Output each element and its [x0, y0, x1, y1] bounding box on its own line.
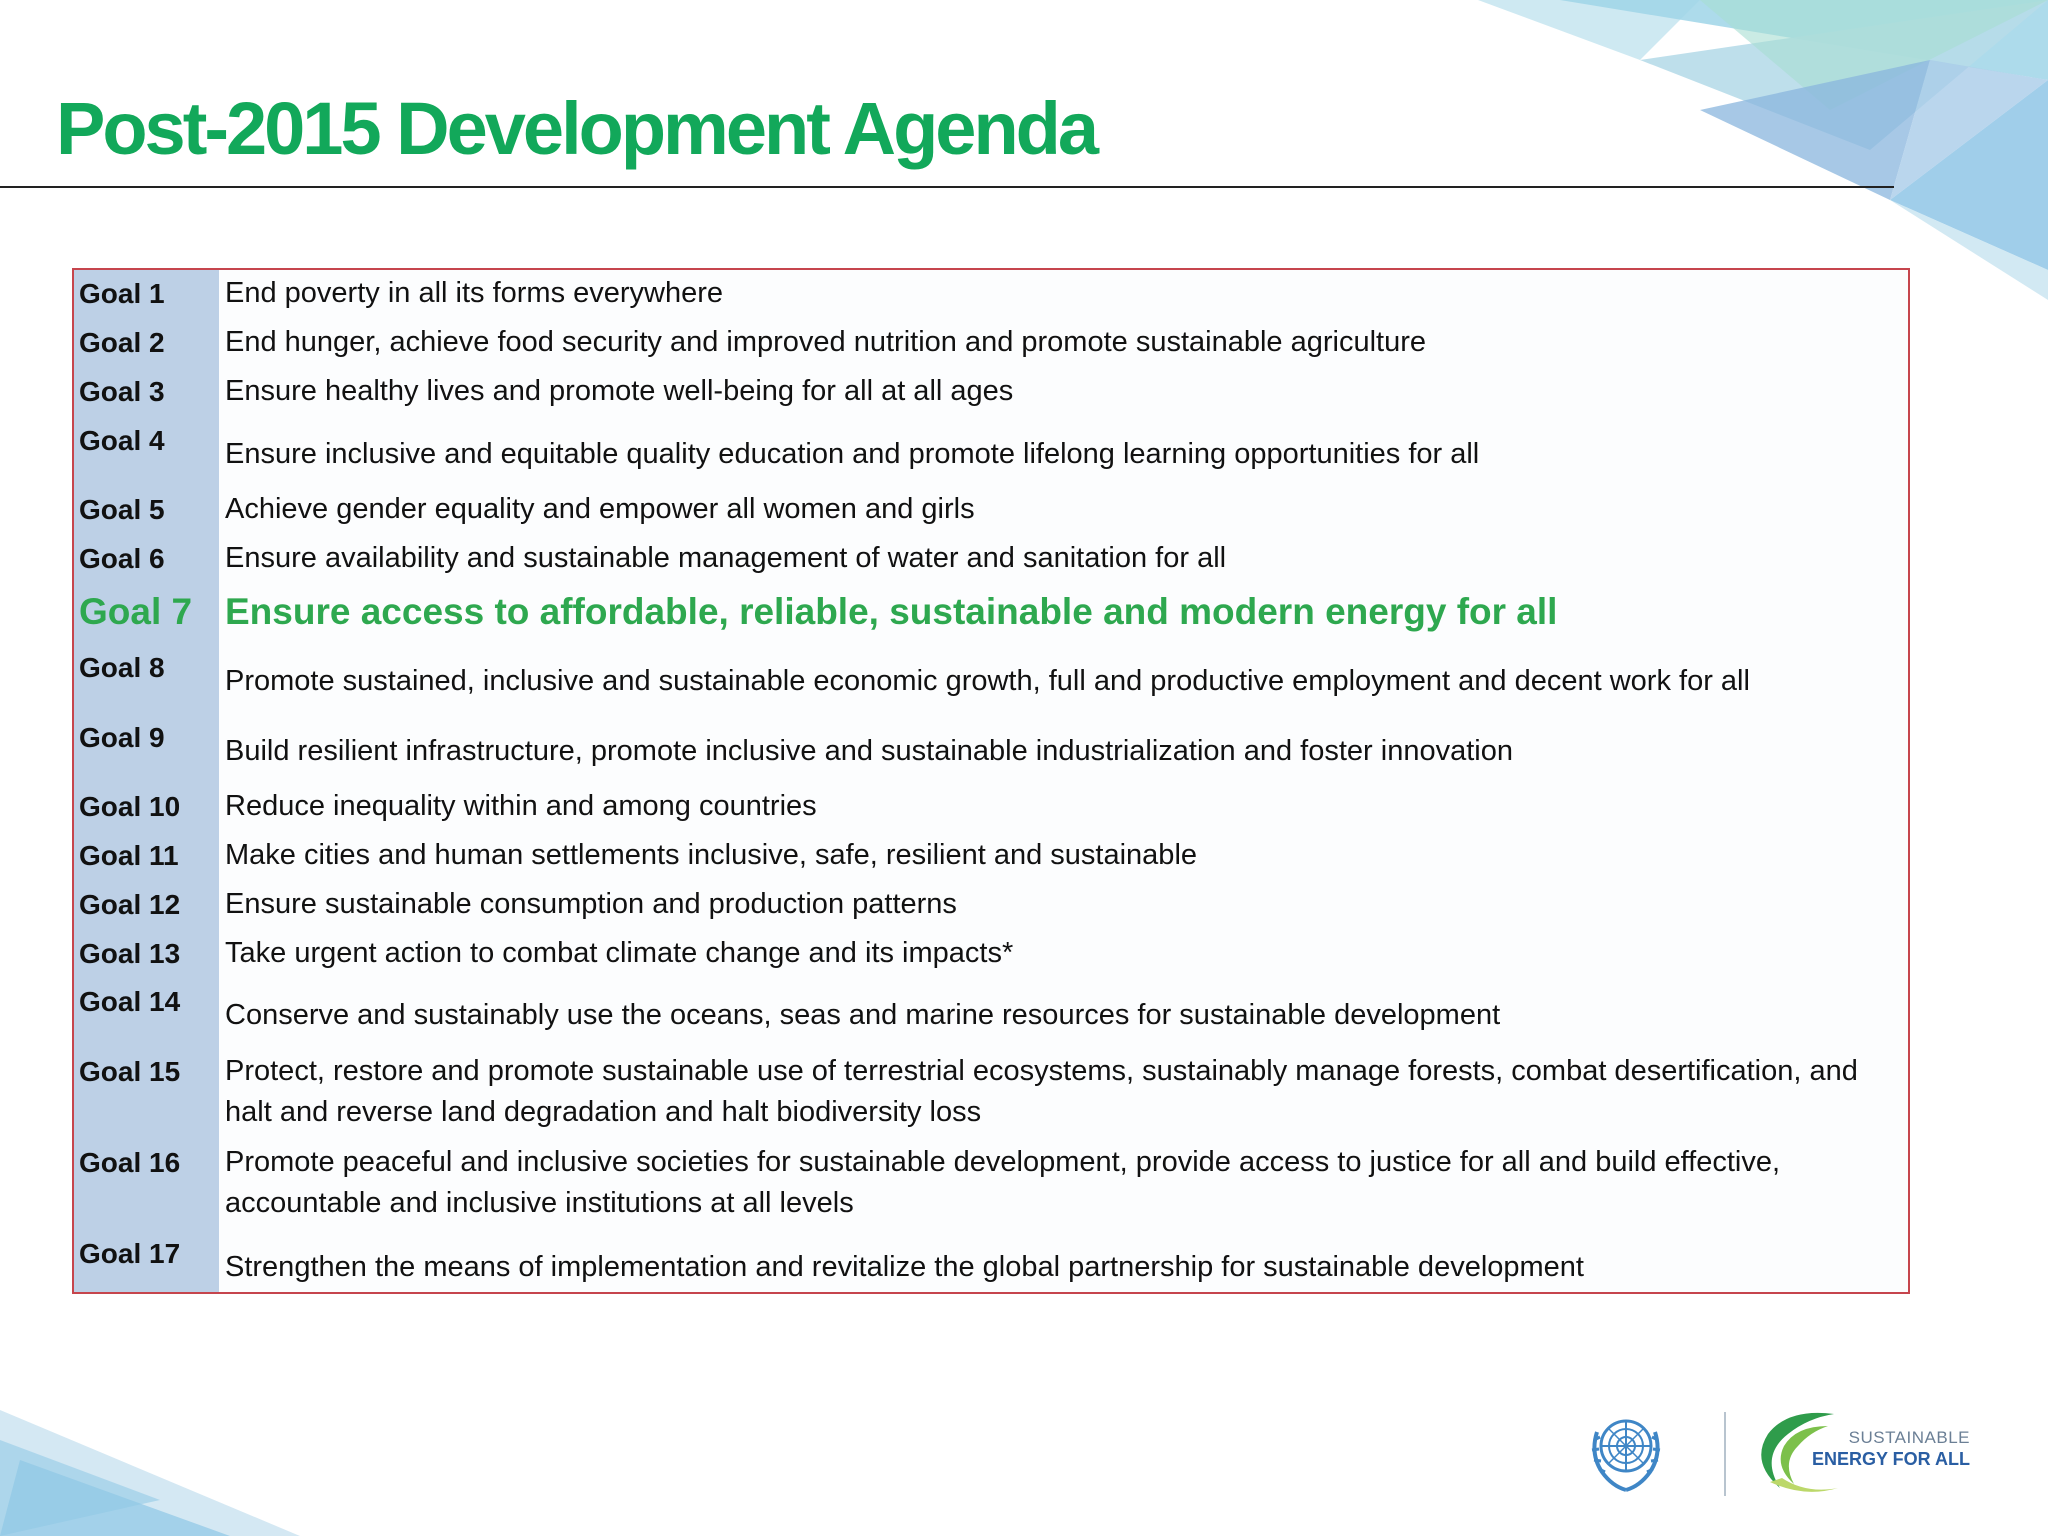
page-title: Post-2015 Development Agenda	[56, 87, 1097, 170]
goal-text: Ensure access to affordable, reliable, sustainable and modern energy for all	[225, 591, 1558, 632]
goal-text: Conserve and sustainably use the oceans, seas and marine resources for sustainable development	[225, 999, 1501, 1031]
footer-logos	[1588, 1400, 1968, 1506]
goal-text: Reduce inequality within and among countries	[225, 790, 817, 822]
goal-label: Goal 12	[79, 889, 181, 920]
goal-text: End hunger, achieve food security and improved nutrition and promote sustainable agriculture	[225, 326, 1427, 358]
goal-label: Goal 6	[79, 543, 165, 574]
goal-label: Goal 11	[79, 840, 179, 871]
goal-text: Ensure sustainable consumption and production patterns	[225, 888, 957, 920]
goal-text: Promote sustained, inclusive and sustainable economic growth, full and productive employment and decent work for all	[225, 665, 1750, 697]
goal-text: Strengthen the means of implementation and revitalize the global partnership for sustainable development	[225, 1251, 1584, 1283]
title-divider	[0, 186, 1894, 188]
goal-text: Protect, restore and promote sustainable use of terrestrial ecosystems, sustainably manage forests, combat desertification, and halt and reverse land degradation and halt biodiversity loss	[225, 1055, 1858, 1128]
goal-text: Make cities and human settlements inclusive, safe, resilient and sustainable	[225, 839, 1198, 871]
goal-label: Goal 4	[79, 425, 165, 456]
goal-label: Goal 10	[79, 791, 181, 822]
goal-label: Goal 16	[79, 1147, 181, 1178]
goal-text: Promote peaceful and inclusive societies for sustainable development, provide access to justice for all and build effective, accountable and inclusive institutions at all levels	[225, 1146, 1781, 1219]
goal-label: Goal 8	[79, 652, 165, 683]
goal-text: Take urgent action to combat climate change and its impacts*	[225, 937, 1014, 969]
goal-label: Goal 14	[79, 986, 181, 1017]
goal-label: Goal 5	[79, 494, 165, 525]
goal-text: End poverty in all its forms everywhere	[225, 277, 724, 309]
goal-text: Ensure availability and sustainable management of water and sanitation for all	[225, 542, 1227, 574]
goal-label: Goal 17	[79, 1238, 181, 1269]
goal-label: Goal 15	[79, 1056, 181, 1087]
goal-label: Goal 3	[79, 376, 165, 407]
goal-text: Build resilient infrastructure, promote inclusive and sustainable industrialization and foster innovation	[225, 735, 1513, 767]
se4all-wordmark	[1810, 1428, 1970, 1470]
un-emblem-icon	[1588, 1406, 1664, 1498]
goal-label: Goal 7	[79, 591, 193, 632]
logo-divider	[1724, 1412, 1726, 1496]
goal-label: Goal 13	[79, 938, 181, 969]
logo-line-energy-for-all: ENERGY FOR ALL	[1811, 1449, 1970, 1469]
goal-label: Goal 9	[79, 722, 165, 753]
goal-text: Ensure inclusive and equitable quality education and promote lifelong learning opportunities for all	[225, 438, 1480, 470]
goal-label: Goal 1	[79, 278, 165, 309]
goal-text: Achieve gender equality and empower all women and girls	[225, 493, 975, 525]
goal-text: Ensure healthy lives and promote well-being for all at all ages	[225, 375, 1014, 407]
goal-label: Goal 2	[79, 327, 165, 358]
goals-table	[72, 268, 1910, 1294]
logo-line-sustainable: SUSTAINABLE	[1848, 1428, 1970, 1447]
